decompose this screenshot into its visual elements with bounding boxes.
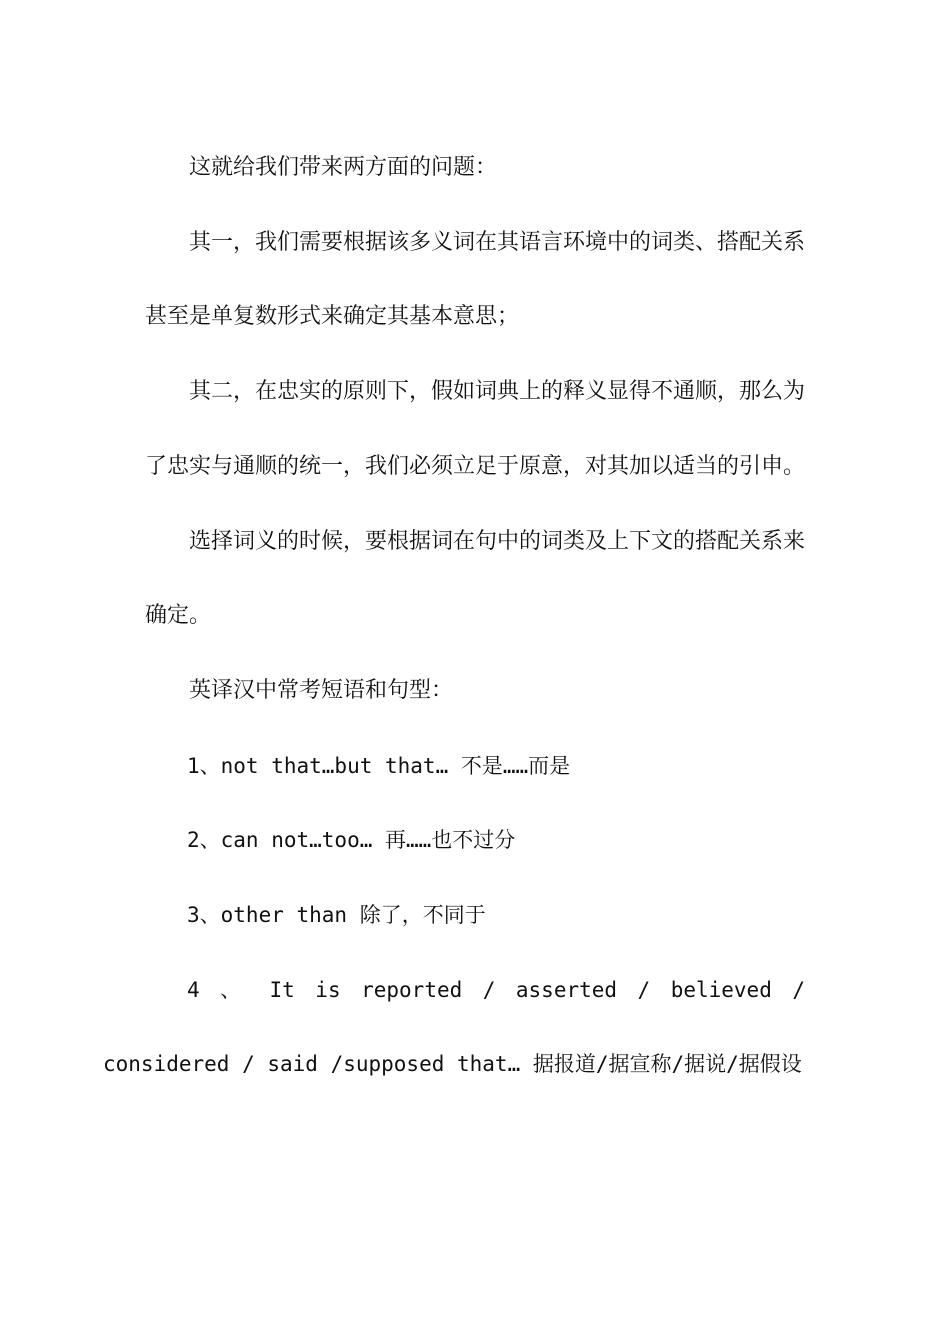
list-item-1: 1、not that…but that… 不是……而是 (187, 753, 571, 778)
paragraph-phrases-heading: 英译汉中常考短语和句型： (189, 677, 454, 703)
paragraph-intro: 这就给我们带来两方面的问题： (189, 155, 498, 180)
paragraph-point-two: 其二，在忠实的原则下，假如词典上的释义显得不通顺，那么为了忠实与通顺的统一，我们必须立足于原意，对其加以适当的引申。 (145, 379, 806, 479)
list-item-4 (103, 953, 805, 1102)
list-item-2: 2、can not…too… 再……也不过分 (187, 828, 516, 853)
list-item-4-rest: considered / said /supposed that… 据报道/据宣称/据说/据假设 (103, 1052, 802, 1077)
list-item-3: 3、other than 除了，不同于 (187, 903, 486, 928)
list-item-4-line-1: 4 、 It is reported / asserted / believed / (187, 977, 805, 1002)
paragraph-word-choice: 选择词义的时候，要根据词在句中的词类及上下文的搭配关系来确定。 (145, 528, 806, 629)
paragraph-point-one: 其一，我们需要根据该多义词在其语言环境中的词类、搭配关系甚至是单复数形式来确定其基本意思； (145, 229, 806, 330)
document-body (103, 131, 806, 1102)
